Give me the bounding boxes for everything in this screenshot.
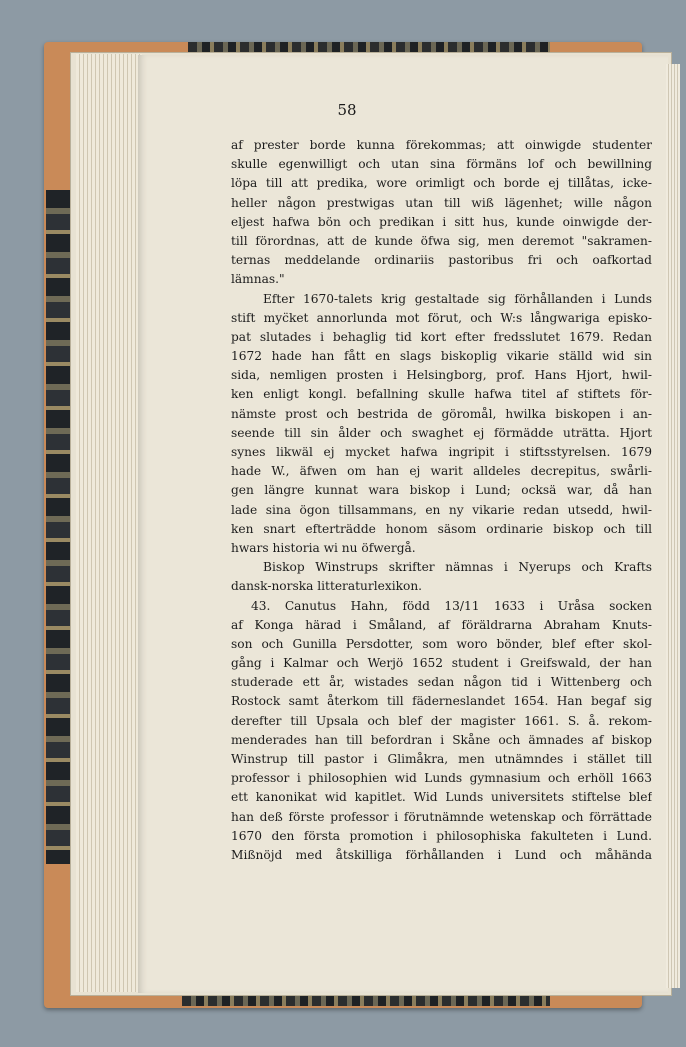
text-line: seende till sin ålder och swaghet ej förmädde uträtta. Hjort — [231, 425, 652, 440]
text-line: derefter till Upsala och blef der magister 1661. S. å. rekom- — [231, 713, 652, 728]
text-line: dansk-norska litteraturlexikon. — [231, 579, 423, 594]
text-line: eljest hafwa bön och predikan i sitt hus, kunde oinwigde der- — [231, 214, 652, 229]
text-line: han deß förste professor i förutnämnde wetenskap och förrättade — [231, 809, 652, 824]
text-line: Rostock samt återkom till fäderneslandet 1654. Han begaf sig — [231, 694, 652, 709]
page-edges-right — [666, 64, 680, 988]
text-line: löpa till att predika, wore orimligt och borde ej tillåtas, icke- — [231, 176, 652, 191]
body-text — [231, 136, 652, 865]
text-line: till förordnas, att de kunde öfwa sig, men deremot "sakramen- — [231, 233, 652, 248]
text-line: hwars historia wi nu öfwergå. — [231, 540, 416, 555]
text-line: menderades han till befordran i Skåne och ämnades af biskop — [231, 732, 652, 747]
text-line: gen längre kunnat wara biskop i Lund; ocksä war, då han — [231, 483, 652, 498]
text-line: hade W., äfwen om han ej warit alldeles decrepitus, swårli- — [231, 464, 652, 479]
text-line: ternas meddelande ordinariis pastoribus fri och oafkortad — [231, 253, 652, 268]
text-line: studerade ett år, wistades sedan någon tid i Wittenberg och — [231, 675, 652, 690]
text-line: nämste prost och bestrida de göromål, hwilka biskopen i an- — [231, 406, 652, 421]
text-line: af Konga härad i Småland, af föräldrarna Abraham Knuts- — [231, 617, 652, 632]
text-line: Mißnöjd med åtskilliga förhållanden i Lund och måhända — [231, 847, 652, 862]
page-number: 58 — [337, 101, 357, 119]
text-line: Efter 1670-talets krig gestaltade sig förhållanden i Lunds — [263, 291, 652, 306]
page-edges-left — [76, 54, 142, 992]
text-line: stift myc̈ket annorlunda mot förut, och W:s långwariga episko- — [231, 310, 652, 325]
text-line: heller någon prestwigas utan till wiß lägenhet; wille någon — [231, 195, 652, 210]
text-line: lämnas." — [231, 272, 285, 287]
text-line: 1670 den första promotion i philosophiska fakulteten i Lund. — [231, 828, 652, 843]
text-line: af prester borde kunna förekommas; att oinwigde studenter — [231, 138, 652, 152]
text-line: professor i philosophien wid Lunds gymnasium och erhöll 1663 — [231, 771, 652, 786]
text-line: ken snart efterträdde honom säsom ordinarie biskop och till — [231, 521, 652, 536]
text-line: gång i Kalmar och Werjö 1652 student i Greifswald, der han — [231, 656, 652, 671]
text-line: 1672 hade han fått en slags biskoplig vikarie ställd wid sin — [231, 349, 652, 364]
text-line: ken enligt kongl. befallning skulle hafwa titel af stiftets för- — [231, 387, 652, 402]
text-line: Biskop Winstrups skrifter nämnas i Nyerups och Krafts — [263, 560, 652, 575]
text-line: son och Gunilla Persdotter, som woro bönder, blef efter skol- — [231, 636, 652, 651]
text-line: Winstrup till pastor i Glimåkra, men utnämndes i stället till — [231, 752, 652, 766]
text-line: sida, nemligen prosten i Helsingborg, prof. Hans Hjort, hwil- — [231, 368, 652, 383]
text-line: lade sina ögon tillsammans, en ny vikarie redan utsedd, hwil- — [231, 502, 652, 517]
text-line: pat slutades i behaglig tid kort efter fredsslutet 1679. Redan — [231, 329, 652, 344]
text-line: synes likwäl ej mycket hafwa ingripit i stiftsstyrelsen. 1679 — [231, 445, 652, 459]
text-line: skulle egenwilligt och utan sina förmäns lof och bewillning — [231, 157, 652, 172]
text-line: 43. Canutus Hahn, född 13/11 1633 i Uråsa socken — [251, 598, 652, 613]
text-line: ett kanonikat wid kapitlet. Wid Lunds universitets stiftelse blef — [231, 790, 652, 805]
